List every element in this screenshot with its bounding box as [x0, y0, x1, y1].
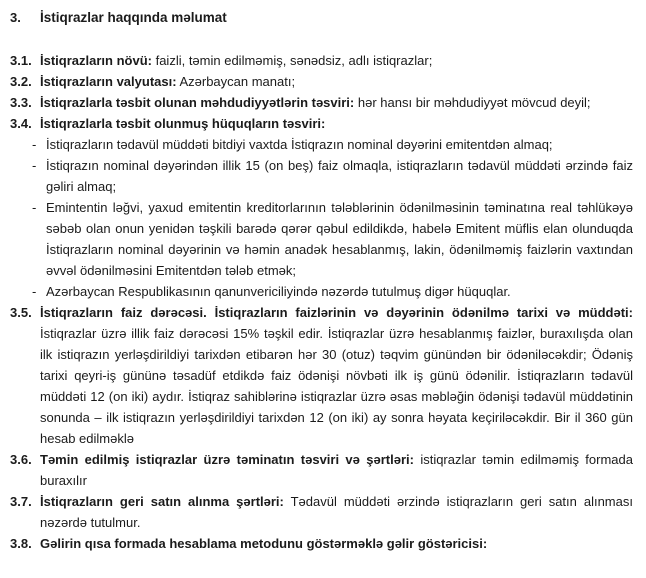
- section-body: istiqrazlar təmin edilməmiş formada buraxılır: [40, 452, 633, 488]
- section-3-5: [0, 302, 646, 449]
- section-number: 3.5.: [10, 305, 32, 320]
- section-number: 3.8.: [10, 536, 32, 551]
- section-label: İstiqrazların növü:: [40, 53, 152, 68]
- list-item: [0, 155, 646, 197]
- section-body: İstiqrazlar üzrə illik faiz dərəcəsi 15% təşkil edir. İstiqrazlar üzrə hesablanmış faizlər, buraxılışda olan ilk istiqrazın yerləşdirildiyi tarixdən etibarən hər 30 (otuz) təqvim günündən bir ödəniləcəkdir; Ödəniş tarixi qeyri-iş gününə təsadüf etdikdə faiz ödənişi növbəti ilk iş günü ödənilir. İstiqrazların tədavül müddəti 12 (on iki) aydır. İstiqraz sahiblərinə istiqrazlar üzrə əsas məbləğin ödənişi tədavül müddətinin sonunda – ilk istiqrazın yerləşdirildiyi tarixdən 12 (on iki) ay sonra həyata keçiriləcəkdir. Bir il 360 gün hesab edilməklə: [40, 326, 633, 446]
- section-3-6: [0, 449, 646, 491]
- list-item: [0, 197, 646, 281]
- section-label: İstiqrazların geri satın alınma şərtləri:: [40, 494, 284, 509]
- section-number: 3.1.: [10, 53, 32, 68]
- dash-bullet: -: [32, 200, 37, 215]
- section-3-8: [0, 533, 646, 554]
- section-3-2: [0, 71, 646, 92]
- section-3-4: [0, 113, 646, 134]
- section-text: [40, 449, 633, 491]
- section-label: İstiqrazların valyutası:: [40, 74, 177, 89]
- list-item: [0, 281, 646, 302]
- section-3-1: [0, 50, 646, 71]
- list-item: [0, 134, 646, 155]
- section-label: İstiqrazların faiz dərəcəsi. İstiqrazların faizlərinin və dəyərinin ödənilmə tarixi və müddəti:: [40, 305, 633, 320]
- section-3-3: [0, 92, 646, 113]
- dash-bullet: -: [32, 137, 37, 152]
- page-title: İstiqrazlar haqqında məlumat: [40, 10, 227, 25]
- section-number: 3.6.: [10, 452, 32, 467]
- section-text: [40, 302, 633, 449]
- section-number: 3.7.: [10, 494, 32, 509]
- list-item-text: Emintentin ləğvi, yaxud emitentin kreditorlarının tələblərinin ödənilməsinin təminatına real təhlükəyə səbəb olan onun yenidən təşkili barədə qərər qəbul edildikdə, habelə Emitent müflis elan olunduqda İstiqrazların nominal dəyərinin və həmin anadək hesablanmış, lakin, ödənilməmiş faizlərin vaxtından əvvəl ödənilməsini Emitentdən tələb etmək;: [46, 200, 633, 278]
- section-number: 3.3.: [10, 95, 32, 110]
- section-label: İstiqrazlarla təsbit olunan məhdudiyyətlərin təsviri:: [40, 95, 355, 110]
- section-number: 3.4.: [10, 116, 32, 131]
- section-text: [40, 92, 633, 113]
- section-text: [40, 533, 633, 554]
- section-body: hər hansı bir məhdudiyyət mövcud deyil;: [357, 95, 591, 110]
- section-body: Tədavül müddəti ərzində istiqrazların geri satın alınması nəzərdə tutulmur.: [40, 494, 633, 530]
- dash-bullet: -: [32, 284, 37, 299]
- section-label: Təmin edilmiş istiqrazlar üzrə təminatın təsviri və şərtləri:: [40, 452, 414, 467]
- list-item-text: İstiqrazın nominal dəyərindən illik 15 (on beş) faiz olmaqla, istiqrazların tədavül müddəti ərzində faiz gəliri almaq;: [46, 158, 633, 194]
- section-label: Gəlirin qısa formada hesablama metodunu göstərməklə gəlir göstəricisi:: [40, 536, 488, 551]
- section-3-7: [0, 491, 646, 533]
- heading-number: 3.: [10, 10, 21, 25]
- section-text: [40, 71, 633, 92]
- list-item-text: İstiqrazların tədavül müddəti bitdiyi vaxtda İstiqrazın nominal dəyərini emitentdən almaq;: [46, 137, 553, 152]
- section-body: faizli, təmin edilməmiş, sənədsiz, adlı istiqrazlar;: [155, 53, 433, 68]
- section-text: [40, 50, 633, 71]
- section-text: [40, 113, 633, 134]
- section-number: 3.2.: [10, 74, 32, 89]
- section-label: İstiqrazlarla təsbit olunmuş hüquqların təsviri:: [40, 116, 326, 131]
- section-text: [40, 491, 633, 533]
- list-item-text: Azərbaycan Respublikasının qanunvericiliyində nəzərdə tutulmuş digər hüquqlar.: [46, 284, 511, 299]
- section-body: Azərbaycan manatı;: [179, 74, 296, 89]
- document-heading: [0, 7, 646, 28]
- dash-bullet: -: [32, 158, 37, 173]
